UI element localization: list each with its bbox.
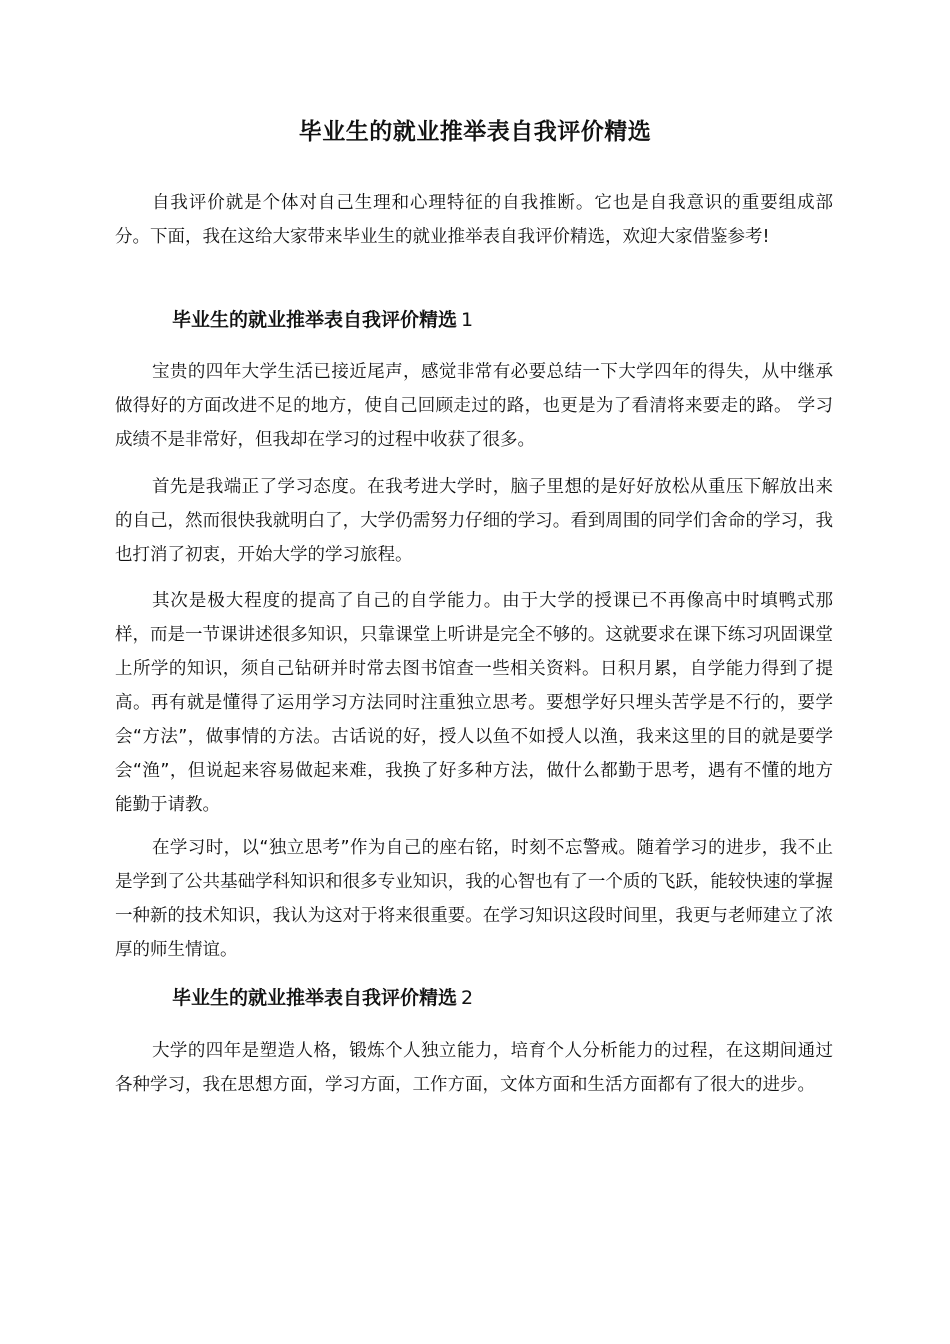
section-2-paragraph-1: 大学的四年是塑造人格，锻炼个人独立能力，培育个人分析能力的过程，在这期间通过各种学习，我在思想方面，学习方面，工作方面，文体方面和生活方面都有了很大的进步。 xyxy=(115,1041,833,1095)
document-title: 毕业生的就业推举表自我评价精选 xyxy=(298,119,652,145)
section-1-paragraph-2: 首先是我端正了学习态度。在我考进大学时，脑子里想的是好好放松从重压下解放出来的自己，然而很快我就明白了，大学仍需努力仔细的学习。看到周围的同学们舍命的学习，我也打消了初衷，开始大学的学习旅程。 xyxy=(115,477,833,565)
section-1-heading xyxy=(172,305,473,335)
section-1-paragraph-1: 宝贵的四年大学生活已接近尾声，感觉非常有必要总结一下大学四年的得失，从中继承做得好的方面改进不足的地方，使自己回顾走过的路，也更是为了看清将来要走的路。 学习成绩不是非常好，但我却在学习的过程中收获了很多。 xyxy=(115,362,833,450)
section-2-heading-number: 2 xyxy=(461,987,474,1009)
section-1-paragraph-4: 在学习时，以“独立思考”作为自己的座右铭，时刻不忘警戒。随着学习的进步，我不止是学到了公共基础学科知识和很多专业知识，我的心智也有了一个质的飞跃，能较快速的掌握一种新的技术知识，我认为这对于将来很重要。在学习知识这段时间里，我更与老师建立了浓厚的师生情谊。 xyxy=(115,838,833,960)
section-2-heading xyxy=(172,983,473,1013)
section-1-paragraph-3: 其次是极大程度的提高了自己的自学能力。由于大学的授课已不再像高中时填鸭式那样，而是一节课讲述很多知识，只靠课堂上听讲是完全不够的。这就要求在课下练习巩固课堂上所学的知识，须自己钻研并时常去图书馆查一些相关资料。日积月累，自学能力得到了提高。再有就是懂得了运用学习方法同时注重独立思考。要想学好只埋头苦学是不行的，要学会“方法”，做事情的方法。古话说的好，授人以鱼不如授人以渔，我来这里的目的就是要学会“渔”，但说起来容易做起来难，我换了好多种方法，做什么都勤于思考，遇有不懂的地方能勤于请教。 xyxy=(115,591,833,815)
section-1-heading-number: 1 xyxy=(461,309,474,331)
section-2-heading-text: 毕业生的就业推举表自我评价精选 xyxy=(172,987,458,1009)
section-1-heading-text: 毕业生的就业推举表自我评价精选 xyxy=(172,309,458,331)
intro-paragraph: 自我评价就是个体对自己生理和心理特征的自我推断。它也是自我意识的重要组成部分。下面，我在这给大家带来毕业生的就业推举表自我评价精选，欢迎大家借鉴参考! xyxy=(115,193,833,247)
